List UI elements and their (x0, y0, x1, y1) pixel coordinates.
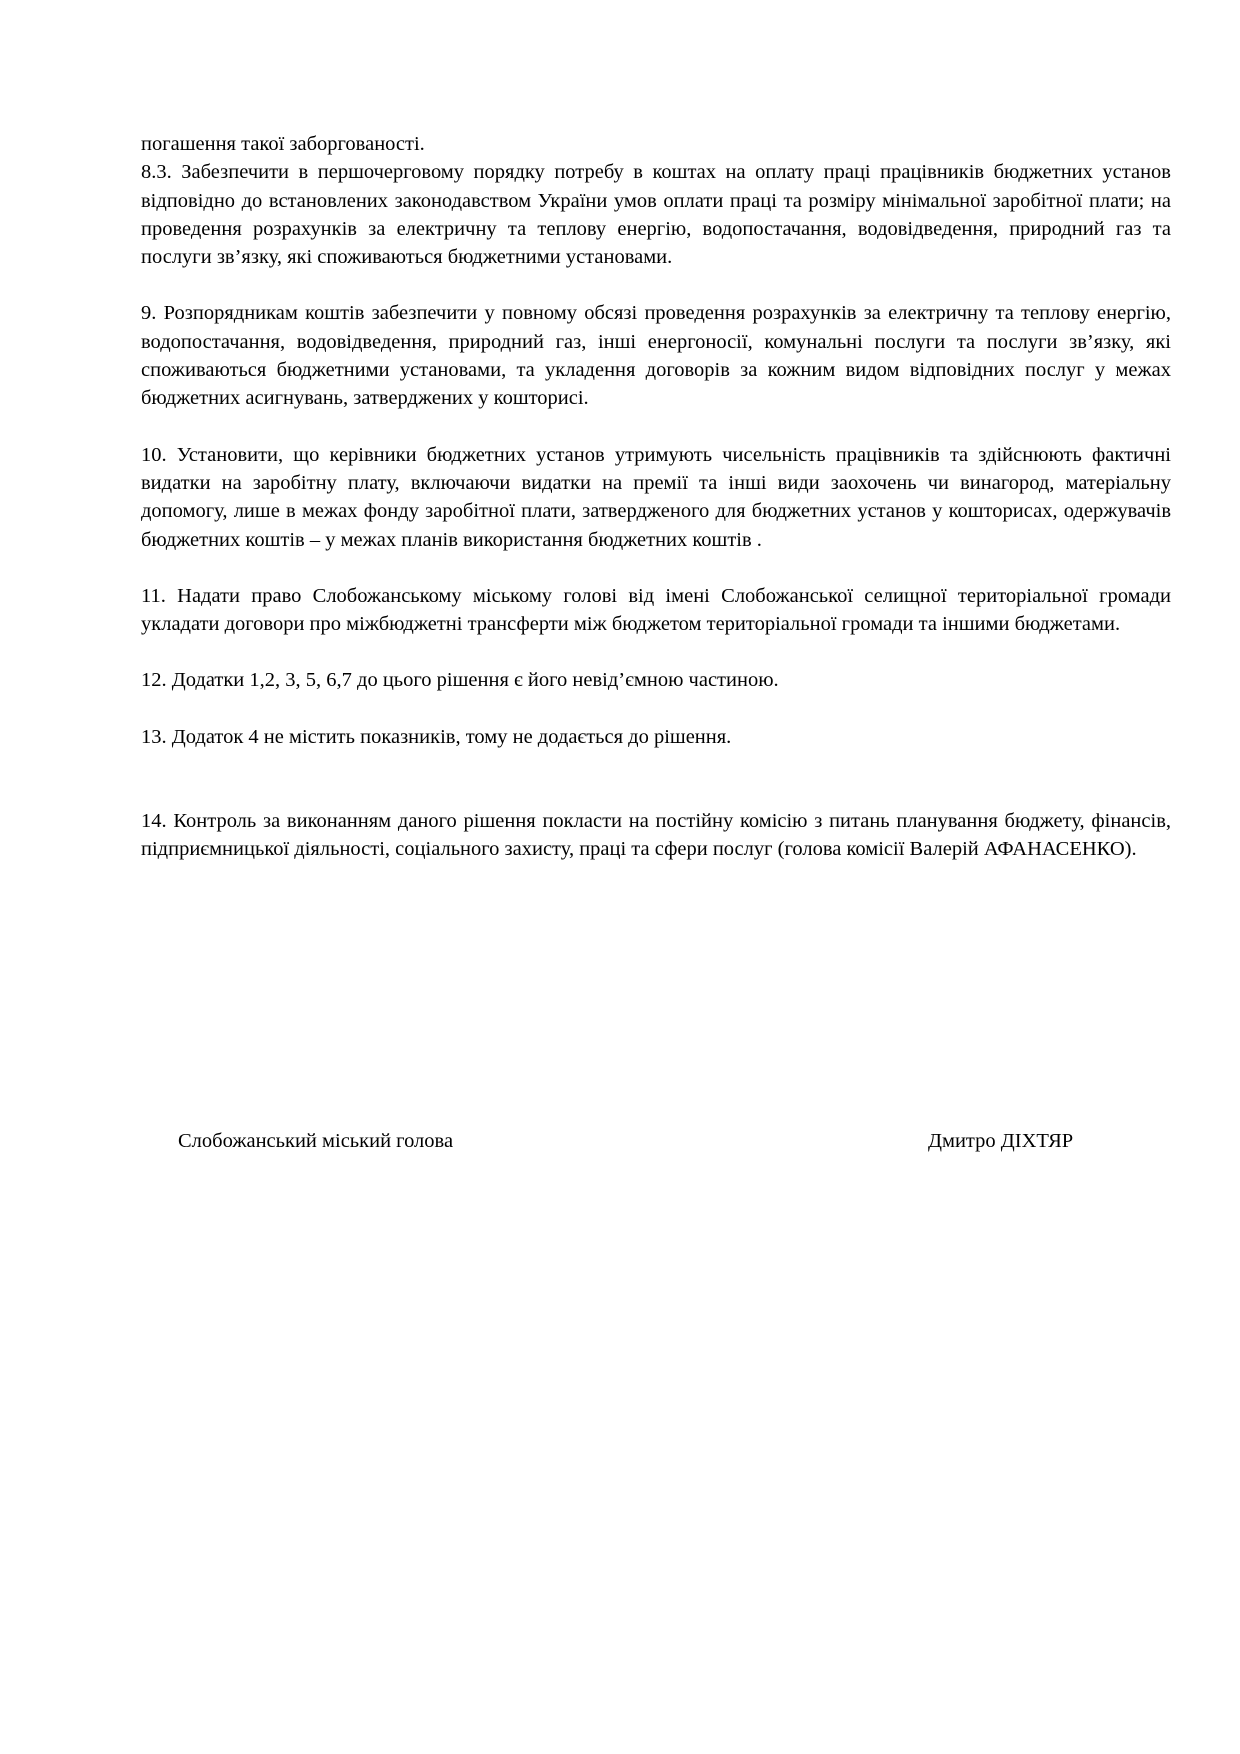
signatory-name: Дмитро ДІХТЯР (928, 1130, 1074, 1152)
paragraph-10: 10. Установити, що керівники бюджетних установ утримують чисельність працівників та здійснюють фактичні видатки на заробітну плату, включаючи видатки на премії та інші види заохочень чи винагород, матеріальну допомогу, лише в межах фонду заробітної плати, затвердженого для бюджетних установ у кошторисах, одержувачів бюджетних коштів – у межах планів використання бюджетних коштів . (141, 443, 1171, 551)
paragraph-12: 12. Додатки 1,2, 3, 5, 6,7 до цього рішення є його невід’ємною частиною. (141, 669, 779, 692)
paragraph-11: 11. Надати право Слобожанському міському голові від імені Слобожанської селищної територіальної громади укладати договори про міжбюджетні трансферти між бюджетом територіальної громади та іншими бюджетами. (141, 584, 1171, 636)
signatory-position: Слобожанський міський голова (178, 1130, 454, 1152)
paragraph-8-3: 8.3. Забезпечити в першочерговому порядку потребу в коштах на оплату праці працівників бюджетних установ відповідно до встановлених законодавством України умов оплати праці та розміру мінімальної заробітної плати; на проведення розрахунків за електричну та теплову енергію, водопостачання, водовідведення, природний газ та послуги зв’язку, які споживаються бюджетними установами. (141, 161, 1171, 269)
paragraph-8-2-tail: погашення такої заборгованості. (141, 133, 425, 155)
paragraph-14: 14. Контроль за виконанням даного рішення покласти на постійну комісію з питань планування бюджету, фінансів, підприємницької діяльності, соціального захисту, праці та сфери послуг (голова комісії Валерій АФАНАСЕНКО). (141, 810, 1171, 861)
paragraph-13: 13. Додаток 4 не містить показників, тому не додається до рішення. (141, 725, 732, 748)
paragraph-9: 9. Розпорядникам коштів забезпечити у повному обсязі проведення розрахунків за електричну та теплову енергію, водопостачання, водовідведення, природний газ, інші енергоносії, комунальні послуги та послуги зв’язку, які споживаються бюджетними установами, та укладення договорів за кожним видом відповідних послуг у межах бюджетних асигнувань, затверджених у кошторисі. (141, 302, 1171, 410)
document-body (141, 130, 1171, 864)
